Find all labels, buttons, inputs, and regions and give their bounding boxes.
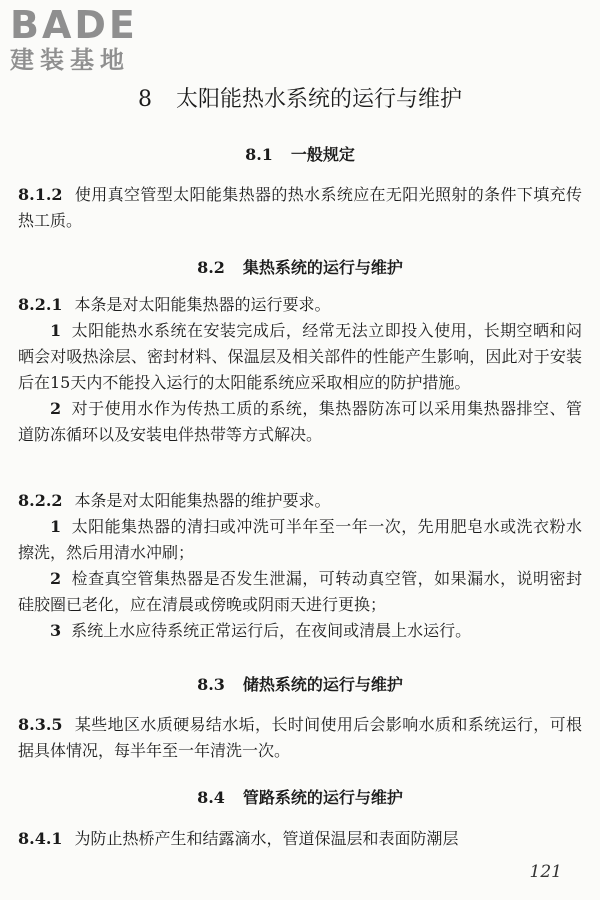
watermark-latin-text: BADE — [10, 3, 138, 47]
page-number: 121 — [529, 862, 562, 882]
list-item — [18, 566, 582, 618]
watermark-logo — [10, 4, 180, 82]
item-text: 对于使用水作为传热工质的系统，集热器防冻可以采用集热器排空、管道防冻循环以及安装电伴热带等方式解决。 — [18, 399, 582, 444]
section-number: 8.1 — [245, 145, 273, 164]
item-text: 太阳能热水系统在安装完成后，经常无法立即投入使用，长期空晒和闷晒会对吸热涂层、密封材料、保温层及相关部件的性能产生影响，因此对于安装后在15天内不能投入运行的太阳能系统应采取相应的防护措施。 — [18, 321, 582, 392]
list-item — [18, 318, 582, 396]
clause-8-4-1 — [18, 826, 582, 852]
section-title: 集热系统的运行与维护 — [242, 258, 403, 277]
chapter-number: 8 — [137, 87, 152, 112]
clause-number: 8.3.5 — [18, 715, 63, 734]
chapter-title-text: 太阳能热水系统的运行与维护 — [175, 87, 462, 112]
clause-text: 为防止热桥产生和结露滴水，管道保温层和表面防潮层 — [74, 829, 459, 848]
clause-text: 某些地区水质硬易结水垢，长时间使用后会影响水质和系统运行，可根据具体情况，每半年至一年清洗一次。 — [18, 715, 582, 760]
clause-8-3-5 — [18, 712, 582, 764]
section-number: 8.2 — [197, 258, 225, 277]
item-text: 太阳能集热器的清扫或冲洗可半年至一年一次，先用肥皂水或洗衣粉水擦洗，然后用清水冲刷； — [18, 517, 582, 562]
section-heading-8-3 — [0, 673, 600, 697]
watermark-cjk-text: 建装基地 — [10, 46, 130, 74]
clause-number: 8.4.1 — [18, 829, 63, 848]
section-number: 8.4 — [197, 788, 225, 807]
item-number: 1 — [50, 517, 62, 536]
clause-8-1-2 — [18, 182, 582, 234]
section-heading-8-2 — [0, 256, 600, 280]
clause-8-2-2 — [18, 488, 582, 644]
section-title: 管路系统的运行与维护 — [242, 788, 403, 807]
list-item — [18, 396, 582, 448]
chapter-title — [0, 85, 600, 115]
item-number: 2 — [50, 399, 62, 418]
clause-text: 使用真空管型太阳能集热器的热水系统应在无阳光照射的条件下填充传热工质。 — [18, 185, 582, 230]
clause-8-2-1 — [18, 292, 582, 448]
section-heading-8-1 — [0, 143, 600, 167]
section-heading-8-4 — [0, 786, 600, 810]
section-number: 8.3 — [197, 675, 225, 694]
section-title: 储热系统的运行与维护 — [242, 675, 403, 694]
clause-text: 本条是对太阳能集热器的运行要求。 — [74, 295, 331, 314]
clause-number: 8.1.2 — [18, 185, 63, 204]
clause-number: 8.2.1 — [18, 295, 63, 314]
item-text: 系统上水应待系统正常运行后，在夜间或清晨上水运行。 — [71, 621, 472, 640]
section-title: 一般规定 — [290, 145, 355, 164]
clause-number: 8.2.2 — [18, 491, 63, 510]
item-number: 2 — [50, 569, 62, 588]
item-number: 3 — [50, 621, 62, 640]
list-item — [18, 618, 582, 644]
item-text: 检查真空管集热器是否发生泄漏，可转动真空管，如果漏水，说明密封硅胶圈已老化，应在清晨或傍晚或阴雨天进行更换； — [18, 569, 582, 614]
item-number: 1 — [50, 321, 62, 340]
clause-text: 本条是对太阳能集热器的维护要求。 — [74, 491, 331, 510]
list-item — [18, 514, 582, 566]
